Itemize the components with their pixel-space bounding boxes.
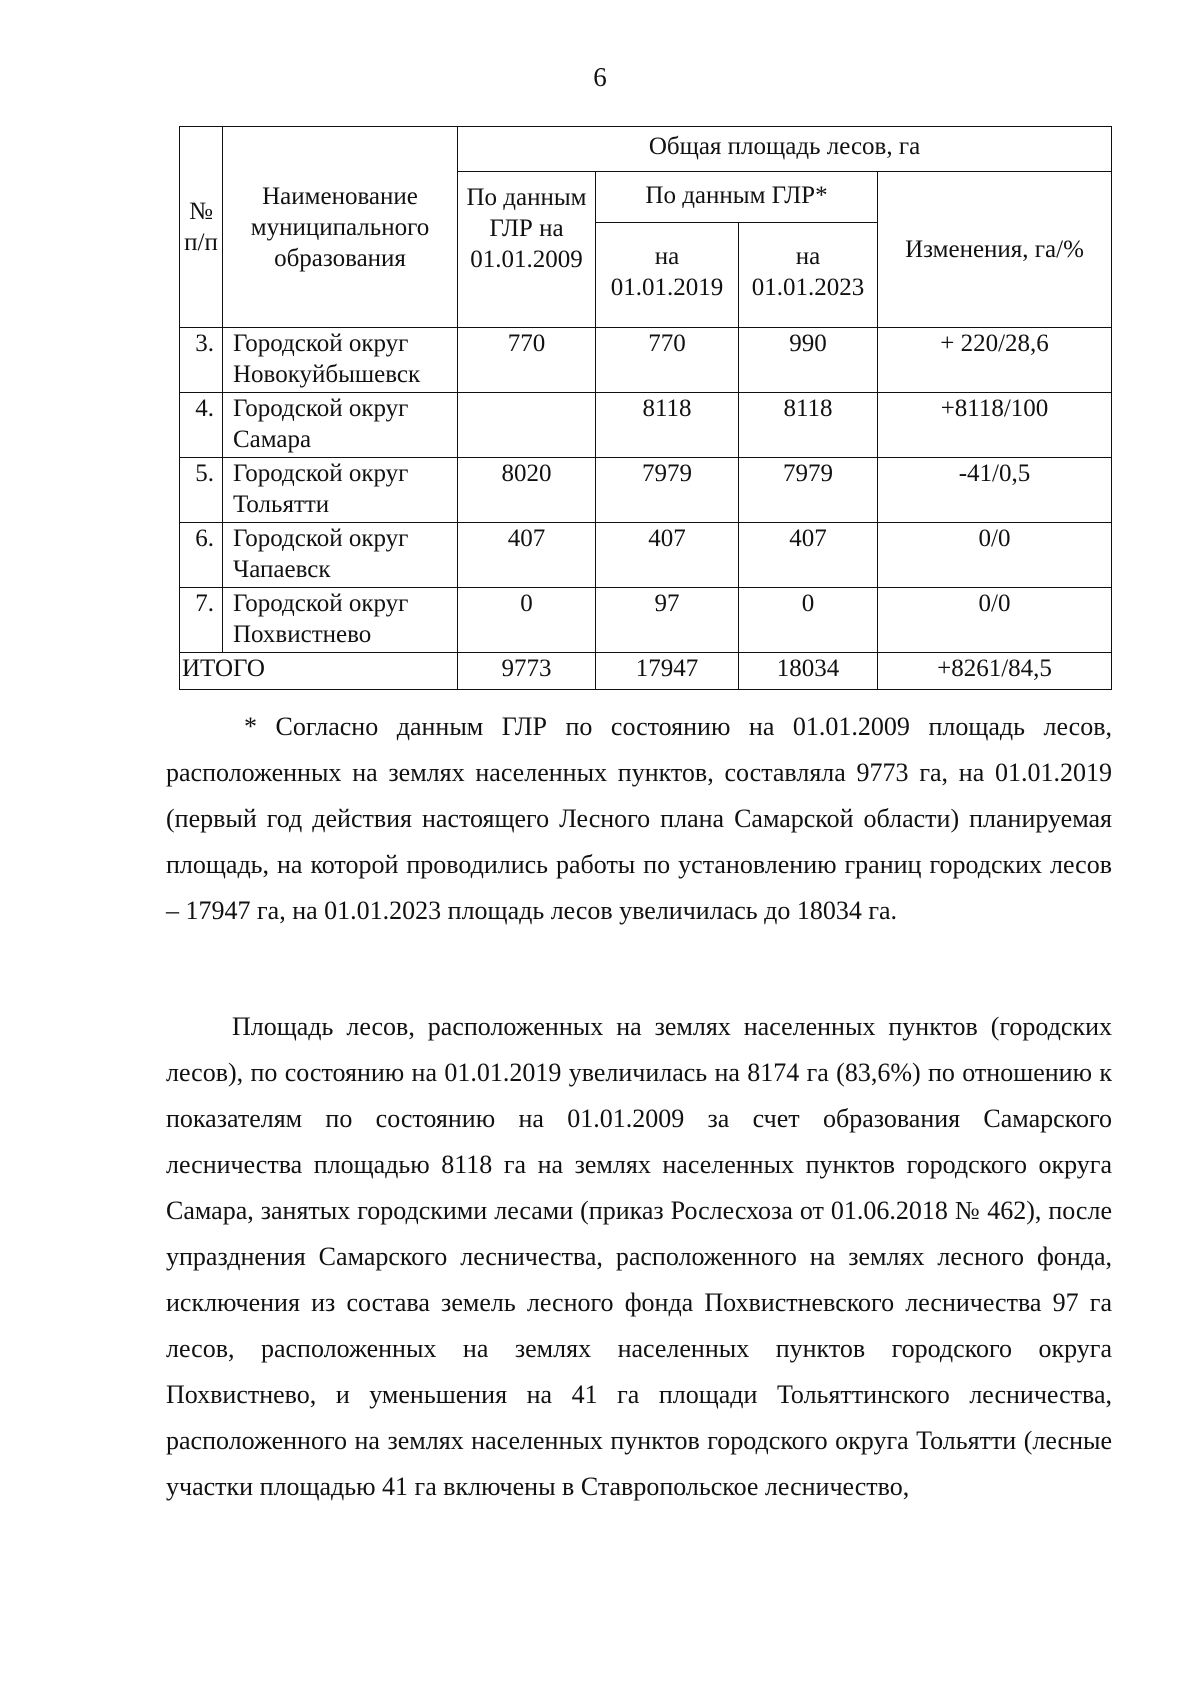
header-glr-group: По данным ГЛР*: [596, 172, 878, 223]
table-row: [180, 588, 1112, 653]
row-name: Городской округ Тольятти: [223, 458, 458, 523]
total-v2019: 17947: [596, 653, 739, 690]
row-v2023: 8118: [739, 393, 878, 458]
table-header-row: [180, 127, 1112, 172]
table-total-row: [180, 653, 1112, 690]
row-v2009: [458, 393, 596, 458]
row-change: +8118/100: [878, 393, 1112, 458]
row-num: 3.: [180, 328, 223, 393]
row-name: Городской округ Самара: [223, 393, 458, 458]
page-number: 6: [593, 62, 607, 92]
row-num: 6.: [180, 523, 223, 588]
row-v2023: 0: [739, 588, 878, 653]
row-change: 0/0: [878, 588, 1112, 653]
row-v2019: 8118: [596, 393, 739, 458]
row-name: Городской округ Похвистнево: [223, 588, 458, 653]
row-v2023: 990: [739, 328, 878, 393]
row-v2019: 7979: [596, 458, 739, 523]
forest-area-table: [179, 126, 1112, 690]
row-v2009: 407: [458, 523, 596, 588]
table-row: [180, 393, 1112, 458]
total-label: ИТОГО: [180, 653, 458, 690]
header-change: Изменения, га/%: [878, 172, 1112, 328]
row-v2023: 7979: [739, 458, 878, 523]
row-num: 4.: [180, 393, 223, 458]
row-name: Городской округ Новокуйбышевск: [223, 328, 458, 393]
row-name: Городской округ Чапаевск: [223, 523, 458, 588]
row-v2023: 407: [739, 523, 878, 588]
row-v2009: 0: [458, 588, 596, 653]
row-v2019: 407: [596, 523, 739, 588]
header-2019: на 01.01.2019: [596, 223, 739, 328]
total-v2023: 18034: [739, 653, 878, 690]
row-v2009: 770: [458, 328, 596, 393]
total-v2009: 9773: [458, 653, 596, 690]
table-row: [180, 523, 1112, 588]
row-change: -41/0,5: [878, 458, 1112, 523]
header-2023: на 01.01.2023: [739, 223, 878, 328]
body-paragraph: Площадь лесов, расположенных на землях населенных пунктов (городских лесов), по состоянию на 01.01.2019 увеличилась на 8174 га (83,6%) по отношению к показателям по состоянию на 01.01.2009 за счет образования Самарского лесничества площадью 8118 га на землях населенных пунктов городского округа Самара, занятых городскими лесами (приказ Рослесхоза от 01.06.2018 № 462), после упразднения Самарского лесничества, расположенного на землях лесного фонда, исключения из состава земель лесного фонда Похвистневского лесничества 97 га лесов, расположенных на землях населенных пунктов городского округа Похвистнево, и уменьшения на 41 га площади Тольяттинского лесничества, расположенного на землях населенных пунктов городского округа Тольятти (лесные участки площадью 41 га включены в Ставропольское лесничество,: [166, 1012, 1112, 1501]
row-change: 0/0: [878, 523, 1112, 588]
header-name: Наименование муниципального образования: [223, 127, 458, 328]
row-change: + 220/28,6: [878, 328, 1112, 393]
total-change: +8261/84,5: [878, 653, 1112, 690]
table-row: [180, 458, 1112, 523]
header-num: № п/п: [180, 127, 223, 328]
row-v2019: 770: [596, 328, 739, 393]
header-total-area: Общая площадь лесов, га: [458, 127, 1112, 172]
row-v2009: 8020: [458, 458, 596, 523]
row-num: 7.: [180, 588, 223, 653]
header-2009: По данным ГЛР на 01.01.2009: [458, 172, 596, 328]
table-row: [180, 328, 1112, 393]
row-num: 5.: [180, 458, 223, 523]
row-v2019: 97: [596, 588, 739, 653]
footnote-paragraph: * Согласно данным ГЛР по состоянию на 01.01.2009 площадь лесов, расположенных на землях населенных пунктов, составляла 9773 га, на 01.01.2019 (первый год действия настоящего Лесного плана Самарской области) планируемая площадь, на которой проводились работы по установлению границ городских лесов – 17947 га, на 01.01.2023 площадь лесов увеличилась до 18034 га.: [166, 712, 1112, 925]
